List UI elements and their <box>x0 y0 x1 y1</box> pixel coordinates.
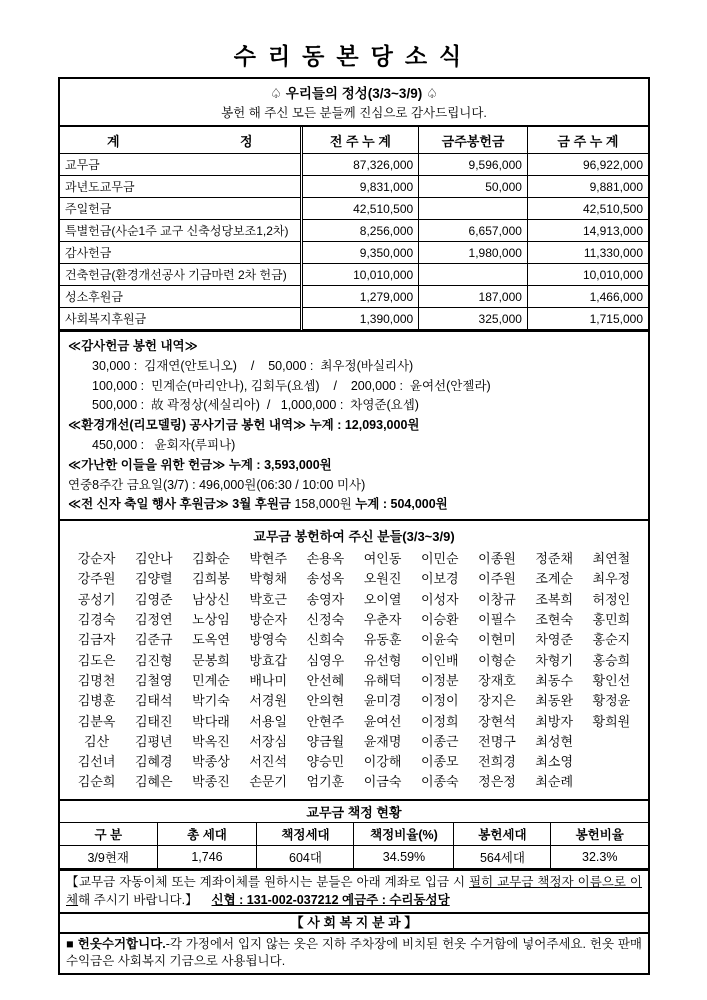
donor-name: 문봉희 <box>192 652 230 668</box>
donor-name: 김태진 <box>134 713 173 729</box>
donor-row <box>68 752 640 772</box>
donor-name: 이정희 <box>420 713 459 729</box>
detail-line <box>68 337 640 357</box>
offering-header-title: ♤ 우리들의 정성(3/3~3/9) ♤ <box>269 86 439 101</box>
donor-name: 김태석 <box>134 693 173 709</box>
assessment-value: 3/9현재 <box>60 845 157 868</box>
donor-name: 전명구 <box>478 733 516 749</box>
donor-name: 강순자 <box>77 551 116 567</box>
detail-segment: 연중8주간 금요일(3/7) : 496,000원(06:30 / 10:00 미사) <box>68 477 366 492</box>
donor-name: 박호근 <box>249 591 288 607</box>
offering-category: 건축헌금(환경개선공사 기금마련 2차 헌금) <box>60 264 301 286</box>
offering-prev-total: 8,256,000 <box>301 220 419 242</box>
donor-name: 김철영 <box>134 672 173 688</box>
offering-category: 감사헌금 <box>60 242 301 264</box>
offering-row <box>60 176 648 198</box>
donor-name: 서진석 <box>249 754 288 770</box>
offering-row <box>60 154 648 176</box>
welfare-segment: ■ 헌옷수거합니다. <box>66 936 166 951</box>
donor-name: 차영준 <box>535 632 574 648</box>
donor-section-title: 교무금 봉헌하여 주신 분들(3/3~3/9) <box>253 529 455 545</box>
donor-name: 김혜경 <box>134 754 173 770</box>
offering-category: 과년도교무금 <box>60 176 301 198</box>
donor-name: 장재호 <box>478 672 516 688</box>
welfare-notice <box>60 932 648 973</box>
donor-name: 이종근 <box>420 733 459 749</box>
offering-header-prev-total: 전 주 누 계 <box>301 127 419 154</box>
offering-table-body <box>60 154 648 330</box>
donor-row <box>68 630 640 650</box>
detail-line <box>68 436 640 456</box>
donor-name: 최소영 <box>535 754 574 770</box>
donor-name: 김준규 <box>134 632 173 648</box>
assessment-header: 책정세대 <box>257 822 354 845</box>
offering-prev-total: 87,326,000 <box>301 154 419 176</box>
donor-name: 노상임 <box>192 612 230 628</box>
donor-name: 박종진 <box>192 774 230 790</box>
donor-name: 공성기 <box>77 591 116 607</box>
donor-name: 강주원 <box>77 571 116 587</box>
donor-name: 김양렬 <box>134 571 173 587</box>
offering-row <box>60 242 648 264</box>
bulletin-content <box>58 77 650 975</box>
offering-week-amount: 1,980,000 <box>419 242 528 264</box>
assessment-table <box>60 801 648 869</box>
donor-name: 이승환 <box>420 612 459 628</box>
assessment-header: 봉헌비율 <box>551 822 648 845</box>
donor-name: 방순자 <box>249 612 288 628</box>
offering-header-week-total: 금 주 누 계 <box>527 127 648 154</box>
offering-table-section <box>60 125 648 330</box>
donor-name: 이형순 <box>478 652 516 668</box>
donor-name: 여인동 <box>363 551 402 567</box>
offering-week-total: 9,881,000 <box>527 176 648 198</box>
donor-name: 이보경 <box>420 571 459 587</box>
donor-name: 박기숙 <box>192 693 230 709</box>
donor-name: 손문기 <box>249 774 288 790</box>
donor-name: 손용옥 <box>306 551 345 567</box>
donor-row <box>68 651 640 671</box>
offering-week-amount: 6,657,000 <box>419 220 528 242</box>
donor-name: 방효갑 <box>249 652 288 668</box>
offering-prev-total: 9,350,000 <box>301 242 419 264</box>
donor-name: 장지은 <box>478 693 516 709</box>
donor-name: 정은정 <box>478 774 516 790</box>
donor-name: 서경원 <box>249 693 288 709</box>
detail-segment: 누계 : 504,000원 <box>355 497 448 512</box>
donor-name: 김순희 <box>77 774 116 790</box>
assessment-header: 봉헌세대 <box>454 822 551 845</box>
donor-name: 양승민 <box>306 754 345 770</box>
donor-name: 도옥연 <box>192 632 230 648</box>
donor-name: 박현주 <box>249 551 288 567</box>
detail-line <box>68 377 640 397</box>
offering-week-amount <box>419 264 528 286</box>
detail-segment: 30,000 : 김재연(안토니오) / 50,000 : 최우정(바실리사) <box>92 358 414 373</box>
assessment-header: 총 세대 <box>157 822 257 845</box>
offering-header-week-offering: 금주봉헌금 <box>419 127 528 154</box>
donor-name: 이현미 <box>478 632 516 648</box>
detail-segment: 100,000 : 민계순(마리안나), 김회두(요셉) / 200,000 : 윤여선(안젤라) <box>92 378 491 393</box>
offering-week-total: 10,010,000 <box>527 264 648 286</box>
detail-line <box>68 416 640 436</box>
offering-prev-total: 10,010,000 <box>301 264 419 286</box>
donor-name: 김경숙 <box>77 612 116 628</box>
donor-name: 전희경 <box>478 754 516 770</box>
donor-name: 차형기 <box>535 652 574 668</box>
donor-name: 서용일 <box>249 713 288 729</box>
donor-row <box>68 772 640 792</box>
offering-prev-total: 42,510,500 <box>301 198 419 220</box>
offering-row <box>60 220 648 242</box>
donor-name-grid <box>68 549 640 793</box>
donor-name: 엄기훈 <box>306 774 345 790</box>
assessment-header-row <box>60 822 648 845</box>
donor-name: 안현주 <box>306 713 345 729</box>
donor-name: 김희봉 <box>192 571 230 587</box>
assessment-data-row <box>60 845 648 868</box>
assessment-value: 604대 <box>257 845 354 868</box>
donor-name: 조계순 <box>535 571 574 587</box>
donor-name: 방영숙 <box>249 632 288 648</box>
notice-segment: 신협 : 131-002-037212 예금주 : 수리동성당 <box>211 892 450 907</box>
donor-name: 김도은 <box>77 652 116 668</box>
donor-name: 윤미경 <box>363 693 402 709</box>
donor-name: 신희숙 <box>306 632 345 648</box>
donor-name: 이강해 <box>363 754 402 770</box>
donor-row <box>68 712 640 732</box>
donor-name: 이종모 <box>420 754 459 770</box>
assessment-value: 1,746 <box>157 845 257 868</box>
donor-name <box>583 752 640 772</box>
assessment-header: 책정비율(%) <box>354 822 454 845</box>
donor-name: 송영자 <box>306 591 345 607</box>
donor-name: 최동수 <box>535 672 574 688</box>
detail-segment: ≪가난한 이들을 위한 헌금≫ 누계 : 3,593,000원 <box>68 457 332 472</box>
notice-segment <box>198 893 212 907</box>
offering-table-header-row <box>60 127 648 154</box>
detail-segment: ≪감사헌금 봉헌 내역≫ <box>68 339 198 353</box>
detail-line <box>68 357 640 377</box>
donor-name: 김영준 <box>134 591 173 607</box>
assessment-header: 구 분 <box>60 822 157 845</box>
offering-week-total: 11,330,000 <box>527 242 648 264</box>
donor-name: 김분옥 <box>77 713 116 729</box>
offering-week-total: 1,715,000 <box>527 308 648 330</box>
offering-prev-total: 1,390,000 <box>301 308 419 330</box>
offering-week-amount: 187,000 <box>419 286 528 308</box>
donor-name: 민계순 <box>192 672 230 688</box>
donor-name: 김산 <box>84 733 110 749</box>
detail-line <box>68 495 640 515</box>
donor-name: 안의현 <box>306 693 345 709</box>
donor-name: 최우정 <box>592 571 631 587</box>
donor-name: 이성자 <box>420 591 459 607</box>
donor-name: 정준채 <box>535 551 574 567</box>
notice-segment: 해 주시기 바랍니다.】 <box>78 892 198 907</box>
donor-name <box>583 772 640 792</box>
offering-week-total: 1,466,000 <box>527 286 648 308</box>
welfare-section-header: 【 사 회 복 지 분 과 】 <box>60 912 648 932</box>
donor-name: 이정이 <box>420 693 459 709</box>
detail-segment: ≪환경개선(리모델링) 공사기금 봉헌 내역≫ 누계 : 12,093,000원 <box>68 418 420 433</box>
donor-name: 유해덕 <box>363 672 402 688</box>
donor-name: 김화순 <box>192 551 230 567</box>
donor-name: 최성현 <box>535 733 574 749</box>
offering-week-total: 14,913,000 <box>527 220 648 242</box>
detail-line <box>68 396 640 416</box>
notice-segment: 【교무금 자동이체 또는 계좌이체를 원하시는 분들은 아래 계좌로 입금 시 <box>66 874 470 889</box>
donor-name: 박다래 <box>192 713 230 729</box>
donor-name: 황정윤 <box>592 693 631 709</box>
donor-name: 황희원 <box>592 713 631 729</box>
donor-name: 조복희 <box>535 591 574 607</box>
donor-name: 장현석 <box>478 713 516 729</box>
donor-name: 유동훈 <box>363 632 402 648</box>
welfare-segment: -각 가정에서 입지 않는 옷은 지하 주차장에 비치된 헌옷 수거함에 넣어주세요. 헌옷 판매 수익금은 사회복지 기금으로 사용됩니다. <box>66 936 642 968</box>
offering-header-box <box>60 79 648 125</box>
offering-week-amount: 325,000 <box>419 308 528 330</box>
donor-name: 허정인 <box>592 591 631 607</box>
donor-name: 조현숙 <box>535 612 574 628</box>
donor-name: 김금자 <box>77 632 116 648</box>
assessment-value: 32.3% <box>551 845 648 868</box>
donor-section <box>60 519 648 799</box>
detail-segment: 500,000 : 故 곽정상(세실리아) / 1,000,000 : 차영준(요셉) <box>92 398 419 413</box>
donor-name: 오이열 <box>363 591 402 607</box>
donor-name: 남상신 <box>192 591 230 607</box>
donor-name: 홍민희 <box>592 612 631 628</box>
donor-name: 홍승희 <box>592 652 631 668</box>
donor-name: 박형채 <box>249 571 288 587</box>
donor-name: 김정연 <box>134 612 173 628</box>
donor-name <box>583 732 640 752</box>
donor-name: 이종숙 <box>420 774 459 790</box>
donor-name: 김진형 <box>134 652 173 668</box>
offering-week-amount <box>419 198 528 220</box>
donor-name: 이필수 <box>478 612 516 628</box>
donor-name: 이창규 <box>478 591 516 607</box>
donor-name: 최순례 <box>535 774 574 790</box>
page-title: 수리동본당소식 <box>233 43 474 69</box>
donor-name: 서장심 <box>249 733 288 749</box>
donor-name: 김혜은 <box>134 774 173 790</box>
offering-prev-total: 9,831,000 <box>301 176 419 198</box>
transfer-notice <box>60 869 648 912</box>
donor-name: 김평년 <box>134 733 173 749</box>
donor-name: 황인선 <box>592 672 631 688</box>
offering-row <box>60 286 648 308</box>
assessment-title: 교무금 책정 현황 <box>60 801 648 823</box>
donor-name: 이인배 <box>420 652 459 668</box>
donor-name: 이윤숙 <box>420 632 459 648</box>
donor-name: 이정분 <box>420 672 459 688</box>
donor-name: 최연철 <box>592 551 631 567</box>
donor-name: 안선혜 <box>306 672 345 688</box>
donor-name: 양금월 <box>306 733 345 749</box>
donor-name: 송성옥 <box>306 571 345 587</box>
offering-category: 사회복지후원금 <box>60 308 301 330</box>
assessment-section <box>60 799 648 869</box>
donor-row <box>68 671 640 691</box>
donor-name: 신정숙 <box>306 612 345 628</box>
offering-row <box>60 198 648 220</box>
offering-category: 교무금 <box>60 154 301 176</box>
offering-prev-total: 1,279,000 <box>301 286 419 308</box>
donor-row <box>68 610 640 630</box>
donor-name: 윤여선 <box>363 713 402 729</box>
donor-name: 박종상 <box>192 754 230 770</box>
donor-name: 최동완 <box>535 693 574 709</box>
donor-name: 배나미 <box>249 672 288 688</box>
donor-name: 홍순지 <box>592 632 631 648</box>
donor-name: 우춘자 <box>363 612 402 628</box>
offering-row <box>60 308 648 330</box>
donor-name: 심영우 <box>306 652 345 668</box>
donor-name: 이민순 <box>420 551 459 567</box>
offering-week-amount: 9,596,000 <box>419 154 528 176</box>
offering-category: 성소후원금 <box>60 286 301 308</box>
donor-row <box>68 569 640 589</box>
donor-name: 유선형 <box>363 652 402 668</box>
offering-header-subtitle: 봉헌 해 주신 모든 분들께 진심으로 감사드립니다. <box>221 106 487 120</box>
donor-name: 오원진 <box>363 571 402 587</box>
donor-name: 김안나 <box>134 551 173 567</box>
donor-row <box>68 549 640 569</box>
offering-week-total: 96,922,000 <box>527 154 648 176</box>
offering-table <box>60 127 648 330</box>
offering-category: 주일헌금 <box>60 198 301 220</box>
detail-line <box>68 476 640 496</box>
detail-segment: 450,000 : 윤회자(루피나) <box>92 437 236 452</box>
donor-name: 윤재명 <box>363 733 402 749</box>
donor-name: 김선녀 <box>77 754 116 770</box>
offering-week-amount: 50,000 <box>419 176 528 198</box>
donation-details <box>60 330 648 519</box>
donor-name: 김병훈 <box>77 693 116 709</box>
offering-row <box>60 264 648 286</box>
donor-name: 박옥진 <box>192 733 230 749</box>
offering-header-jeong: 정 <box>240 133 253 149</box>
detail-line <box>68 456 640 476</box>
donor-row <box>68 590 640 610</box>
donor-name: 최방자 <box>535 713 574 729</box>
assessment-title-row <box>60 801 648 823</box>
offering-header-gye: 계 <box>107 133 120 149</box>
notice-segment: 필히 교무금 책정자 이름으로 이체 <box>66 874 643 907</box>
detail-segment: ≪전 신자 축일 행사 후원금≫ 3월 후원금 <box>68 497 292 512</box>
donor-name: 이금숙 <box>363 774 402 790</box>
offering-category: 특별헌금(사순1주 교구 신축성당보조1,2차) <box>60 220 301 242</box>
detail-segment: 158,000원 <box>291 497 356 512</box>
offering-week-total: 42,510,500 <box>527 198 648 220</box>
assessment-value: 564세대 <box>454 845 551 868</box>
donor-name: 김명천 <box>77 672 116 688</box>
donor-row <box>68 691 640 711</box>
donor-name: 이종원 <box>478 551 516 567</box>
offering-header-category <box>60 127 301 154</box>
assessment-value: 34.59% <box>354 845 454 868</box>
donor-row <box>68 732 640 752</box>
donor-name: 이주원 <box>478 571 516 587</box>
